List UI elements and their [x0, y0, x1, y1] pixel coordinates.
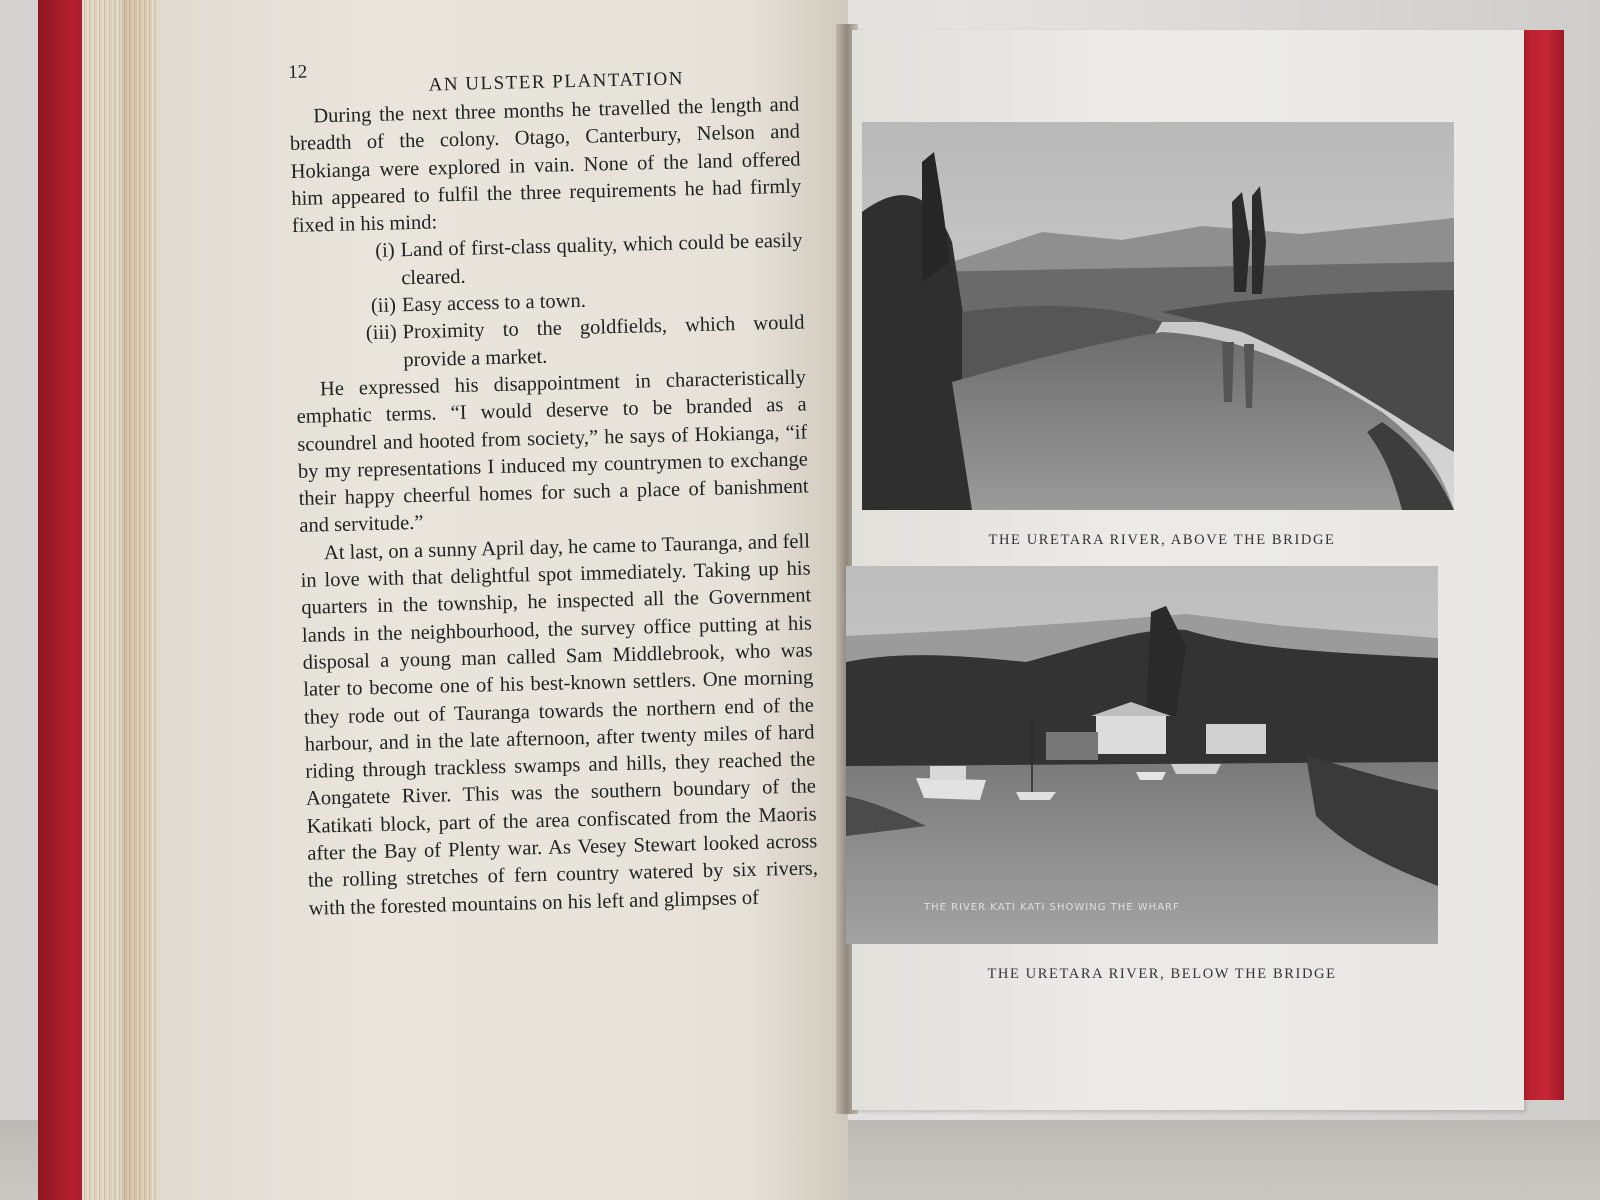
list-item	[356, 310, 805, 376]
list-item-number: (iii)	[365, 321, 397, 345]
book-cover-right	[1520, 30, 1564, 1100]
left-page	[158, 0, 848, 1200]
river-landscape-image	[862, 122, 1454, 510]
list-item-text: Land of first-class quality, which could be easily cleared.	[400, 229, 803, 290]
page-number: 12	[288, 61, 308, 83]
list-item-text: Easy access to a town.	[401, 289, 587, 317]
photo-river-below-bridge	[846, 566, 1438, 944]
running-head: AN ULSTER PLANTATION	[428, 68, 685, 96]
photo-river-above-bridge	[862, 122, 1454, 510]
requirements-list	[292, 228, 805, 377]
paragraph-2: He expressed his disappointment in characteristically emphatic terms. “I would deserve to be branded as a scoundrel and hooted from society,” he says of Hokianga, “if by my representations I induced my countrymen to exchange their happy cheerful homes for such a place of banishment and servitude.”	[296, 366, 809, 538]
right-page	[852, 30, 1524, 1110]
paragraph-3: At last, on a sunny April day, he came to Tauranga, and fell in love with that delightful spot immediately. Taking up his quarters in the township, he inspected all the Government lands in the neighbourhood, the survey office putting at his disposal a young man called Sam Middlebrook, who was later to become one of his best-known settlers. One morning they rode out of Tauranga towards the northern end of the harbour, and in the late afternoon, after twenty miles of hard riding through trackless swamps and hills, they reached the Aongatete River. This was the southern boundary of the Katikati block, part of the area confiscated from the Maoris after the Bay of Plenty war. As Vesey Stewart looked across the rolling stretches of fern country watered by six rivers, with the forested mountains on his left and glimpses of	[300, 530, 819, 920]
caption-top: THE URETARA RIVER, ABOVE THE BRIDGE	[988, 532, 1336, 548]
river-wharf-image	[846, 566, 1438, 944]
paragraph-1: During the next three months he travelled the length and breadth of the colony. Otago, Canterbury, Nelson and Hokianga were explored in vain. None of the land offered him appeared to fulfil the three requirements he had firmly fixed in his mind:	[289, 93, 802, 238]
list-item-text: Proximity to the goldfields, which would provide a market.	[402, 311, 805, 371]
photo-inscription: THE RIVER KATI KATI SHOWING THE WHARF	[924, 902, 1180, 913]
list-item-number: (i)	[375, 239, 395, 263]
left-page-text	[288, 49, 819, 920]
caption-bottom: THE URETARA RIVER, BELOW THE BRIDGE	[987, 966, 1337, 982]
list-item-number: (ii)	[370, 294, 397, 318]
body-text	[289, 92, 819, 923]
